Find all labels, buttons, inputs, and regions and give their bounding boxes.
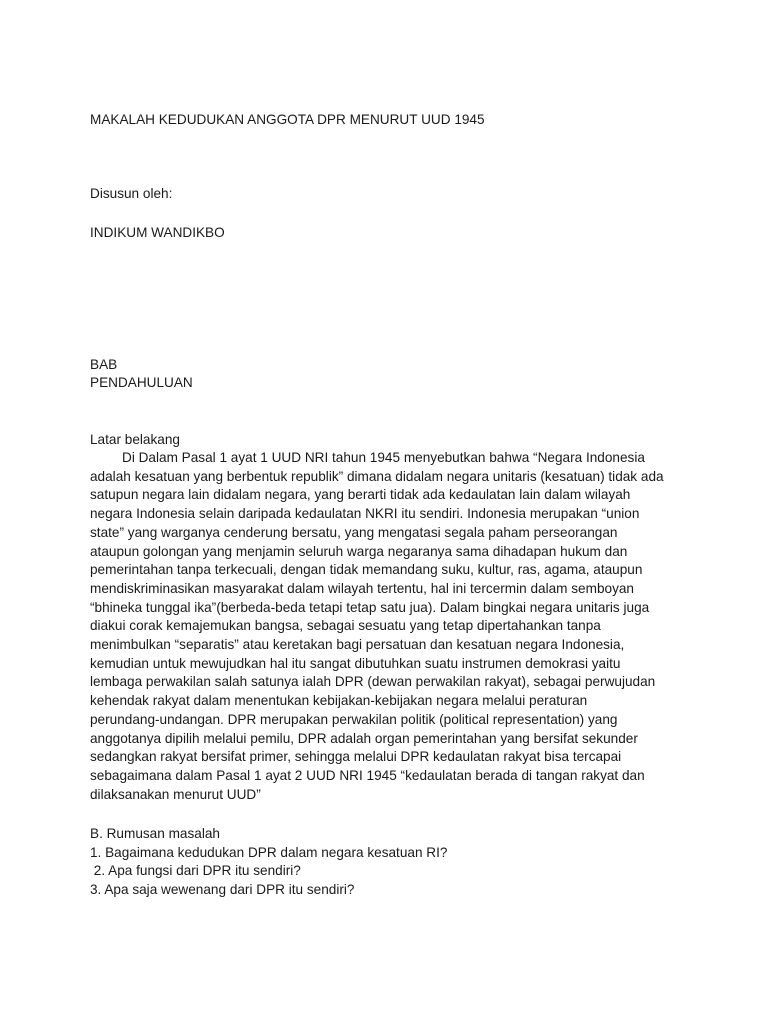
paragraph-line: satupun negara lain didalam negara, yang berarti tidak ada kedaulatan lain dalam wilayah [90,487,631,503]
paragraph-line: pemerintahan tanpa terkecuali, dengan tidak memandang suku, kultur, ras, agama, ataupun [90,562,643,578]
background-paragraph [90,449,680,804]
paragraph-line: lembaga perwakilan salah satunya ialah DPR (dewan perwakilan rakyat), sebagai perwujudan [90,674,656,690]
paragraph-line: “bhineka tunggal ika”(berbeda-beda tetapi tetap satu jua). Dalam bingkai negara unitaris juga [90,599,650,615]
question-item: 2. Apa fungsi dari DPR itu sendiri? [90,863,301,878]
document-title: MAKALAH KEDUDUKAN ANGGOTA DPR MENURUT UUD 1945 [90,112,485,127]
chapter-title: PENDAHULUAN [90,375,193,390]
chapter-label: BAB [90,357,118,372]
paragraph-line: perundang-undangan. DPR merupakan perwakilan politik (political representation) yang [90,711,618,727]
paragraph-line: ataupun golongan yang menjamin seluruh warga negaranya sama dihadapan hukum dan [90,543,628,559]
paragraph-line: kehendak rakyat dalam menentukan kebijakan-kebijakan negara melalui peraturan [90,693,588,709]
paragraph-line: mendiskriminasikan masyarakat dalam wilayah tertentu, hal ini tercermin dalam semboyan [90,580,634,596]
paragraph-line: Di Dalam Pasal 1 ayat 1 UUD NRI tahun 1945 menyebutkan bahwa “Negara Indonesia [122,450,645,465]
author-name: INDIKUM WANDIKBO [90,225,225,240]
paragraph-line: sebagaimana dalam Pasal 1 ayat 2 UUD NRI 1945 “kedaulatan berada di tangan rakyat dan [90,767,645,783]
question-item: 1. Bagaimana kedudukan DPR dalam negara kesatuan RI? [90,845,448,860]
paragraph-line: sedangkan rakyat bersifat primer, sehingga melalui DPR kedaulatan rakyat bisa tercapai [90,749,622,765]
paragraph-line: menimbulkan “separatis” atau keretakan bagi persatuan dan kesatuan negara Indonesia, [90,637,625,653]
section-heading-problems: B. Rumusan masalah [90,826,220,841]
paragraph-line: adalah kesatuan yang berbentuk republik” dimana didalam negara unitaris (kesatuan) tidak ada [90,468,664,484]
paragraph-line: diakui corak kemajemukan bangsa, sebagai sesuatu yang tetap dipertahankan tanpa [90,618,601,634]
question-item: 3. Apa saja wewenang dari DPR itu sendiri? [90,882,355,897]
paragraph-line: state” yang warganya cenderung bersatu, yang mengatasi segala paham perseorangan [90,524,618,540]
author-label: Disusun oleh: [90,186,173,201]
paragraph-line: dilaksanakan menurut UUD” [90,786,261,802]
paragraph-line: anggotanya dipilih melalui pemilu, DPR adalah organ pemerintahan yang bersifat sekunder [90,730,638,746]
section-heading-background: Latar belakang [90,432,180,447]
paragraph-line: negara Indonesia selain daripada kedaulatan NKRI itu sendiri. Indonesia merupakan “union [90,506,640,522]
paragraph-line: kemudian untuk mewujudkan hal itu sangat dibutuhkan suatu instrumen demokrasi yaitu [90,655,621,671]
